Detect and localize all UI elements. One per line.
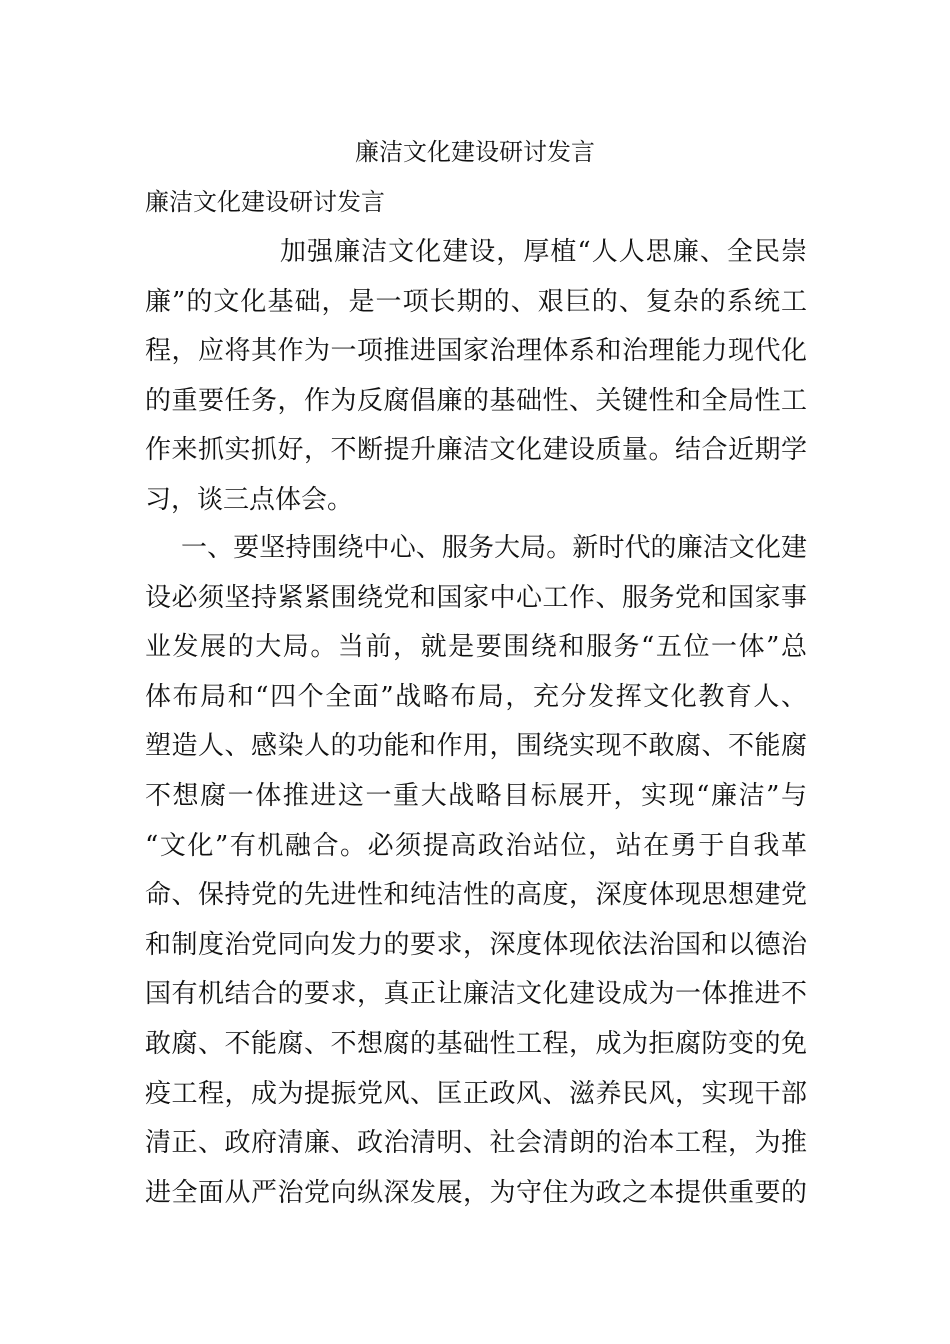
- paragraph-line: 敢腐、不能腐、不想腐的基础性工程，成为拒腐防变的免: [145, 1028, 807, 1059]
- paragraph-line: 和制度治党同向发力的要求，深度体现依法治国和以德治: [145, 929, 807, 960]
- paragraph-line: 的重要任务，作为反腐倡廉的基础性、关键性和全局性工: [145, 385, 807, 416]
- paragraph-line: 疫工程，成为提振党风、匡正政风、滋养民风，实现干部: [145, 1078, 807, 1109]
- paragraph-line: 廉”的文化基础，是一项长期的、艰巨的、复杂的系统工: [145, 286, 807, 317]
- paragraph-point-one: [145, 524, 807, 1218]
- paragraph-line: 设必须坚持紧紧围绕党和国家中心工作、服务党和国家事: [145, 582, 807, 613]
- paragraph-line: 习，谈三点体会。: [145, 484, 354, 515]
- document-title: 廉洁文化建设研讨发言: [355, 138, 595, 166]
- paragraph-line: 国有机结合的要求，真正让廉洁文化建设成为一体推进不: [145, 979, 807, 1010]
- paragraph-line: 作来抓实抓好，不断提升廉洁文化建设质量。结合近期学: [145, 435, 807, 466]
- paragraph-line: 进全面从严治党向纵深发展，为守住为政之本提供重要的: [145, 1177, 807, 1208]
- paragraph-line: 程，应将其作为一项推进国家治理体系和治理能力现代化: [145, 336, 807, 367]
- paragraph-intro: [145, 228, 807, 526]
- paragraph-line: 命、保持党的先进性和纯洁性的高度，深度体现思想建党: [145, 880, 807, 911]
- paragraph-line: 一、要坚持围绕中心、服务大局。新时代的廉洁文化建: [181, 533, 807, 563]
- document-subtitle: 廉洁文化建设研讨发言: [145, 188, 385, 216]
- paragraph-line: 业发展的大局。当前，就是要围绕和服务“五位一体”总: [145, 632, 807, 663]
- paragraph-line: 体布局和“四个全面”战略布局，充分发挥文化教育人、: [145, 681, 807, 712]
- paragraph-line: 加强廉洁文化建设，厚植“人人思廉、全民崇: [280, 237, 807, 267]
- paragraph-line: “文化”有机融合。必须提高政治站位，站在勇于自我革: [145, 830, 807, 861]
- paragraph-line: 塑造人、感染人的功能和作用，围绕实现不敢腐、不能腐: [145, 731, 807, 762]
- paragraph-line: 不想腐一体推进这一重大战略目标展开，实现“廉洁”与: [145, 780, 807, 811]
- paragraph-line: 清正、政府清廉、政治清明、社会清朗的治本工程，为推: [145, 1128, 807, 1159]
